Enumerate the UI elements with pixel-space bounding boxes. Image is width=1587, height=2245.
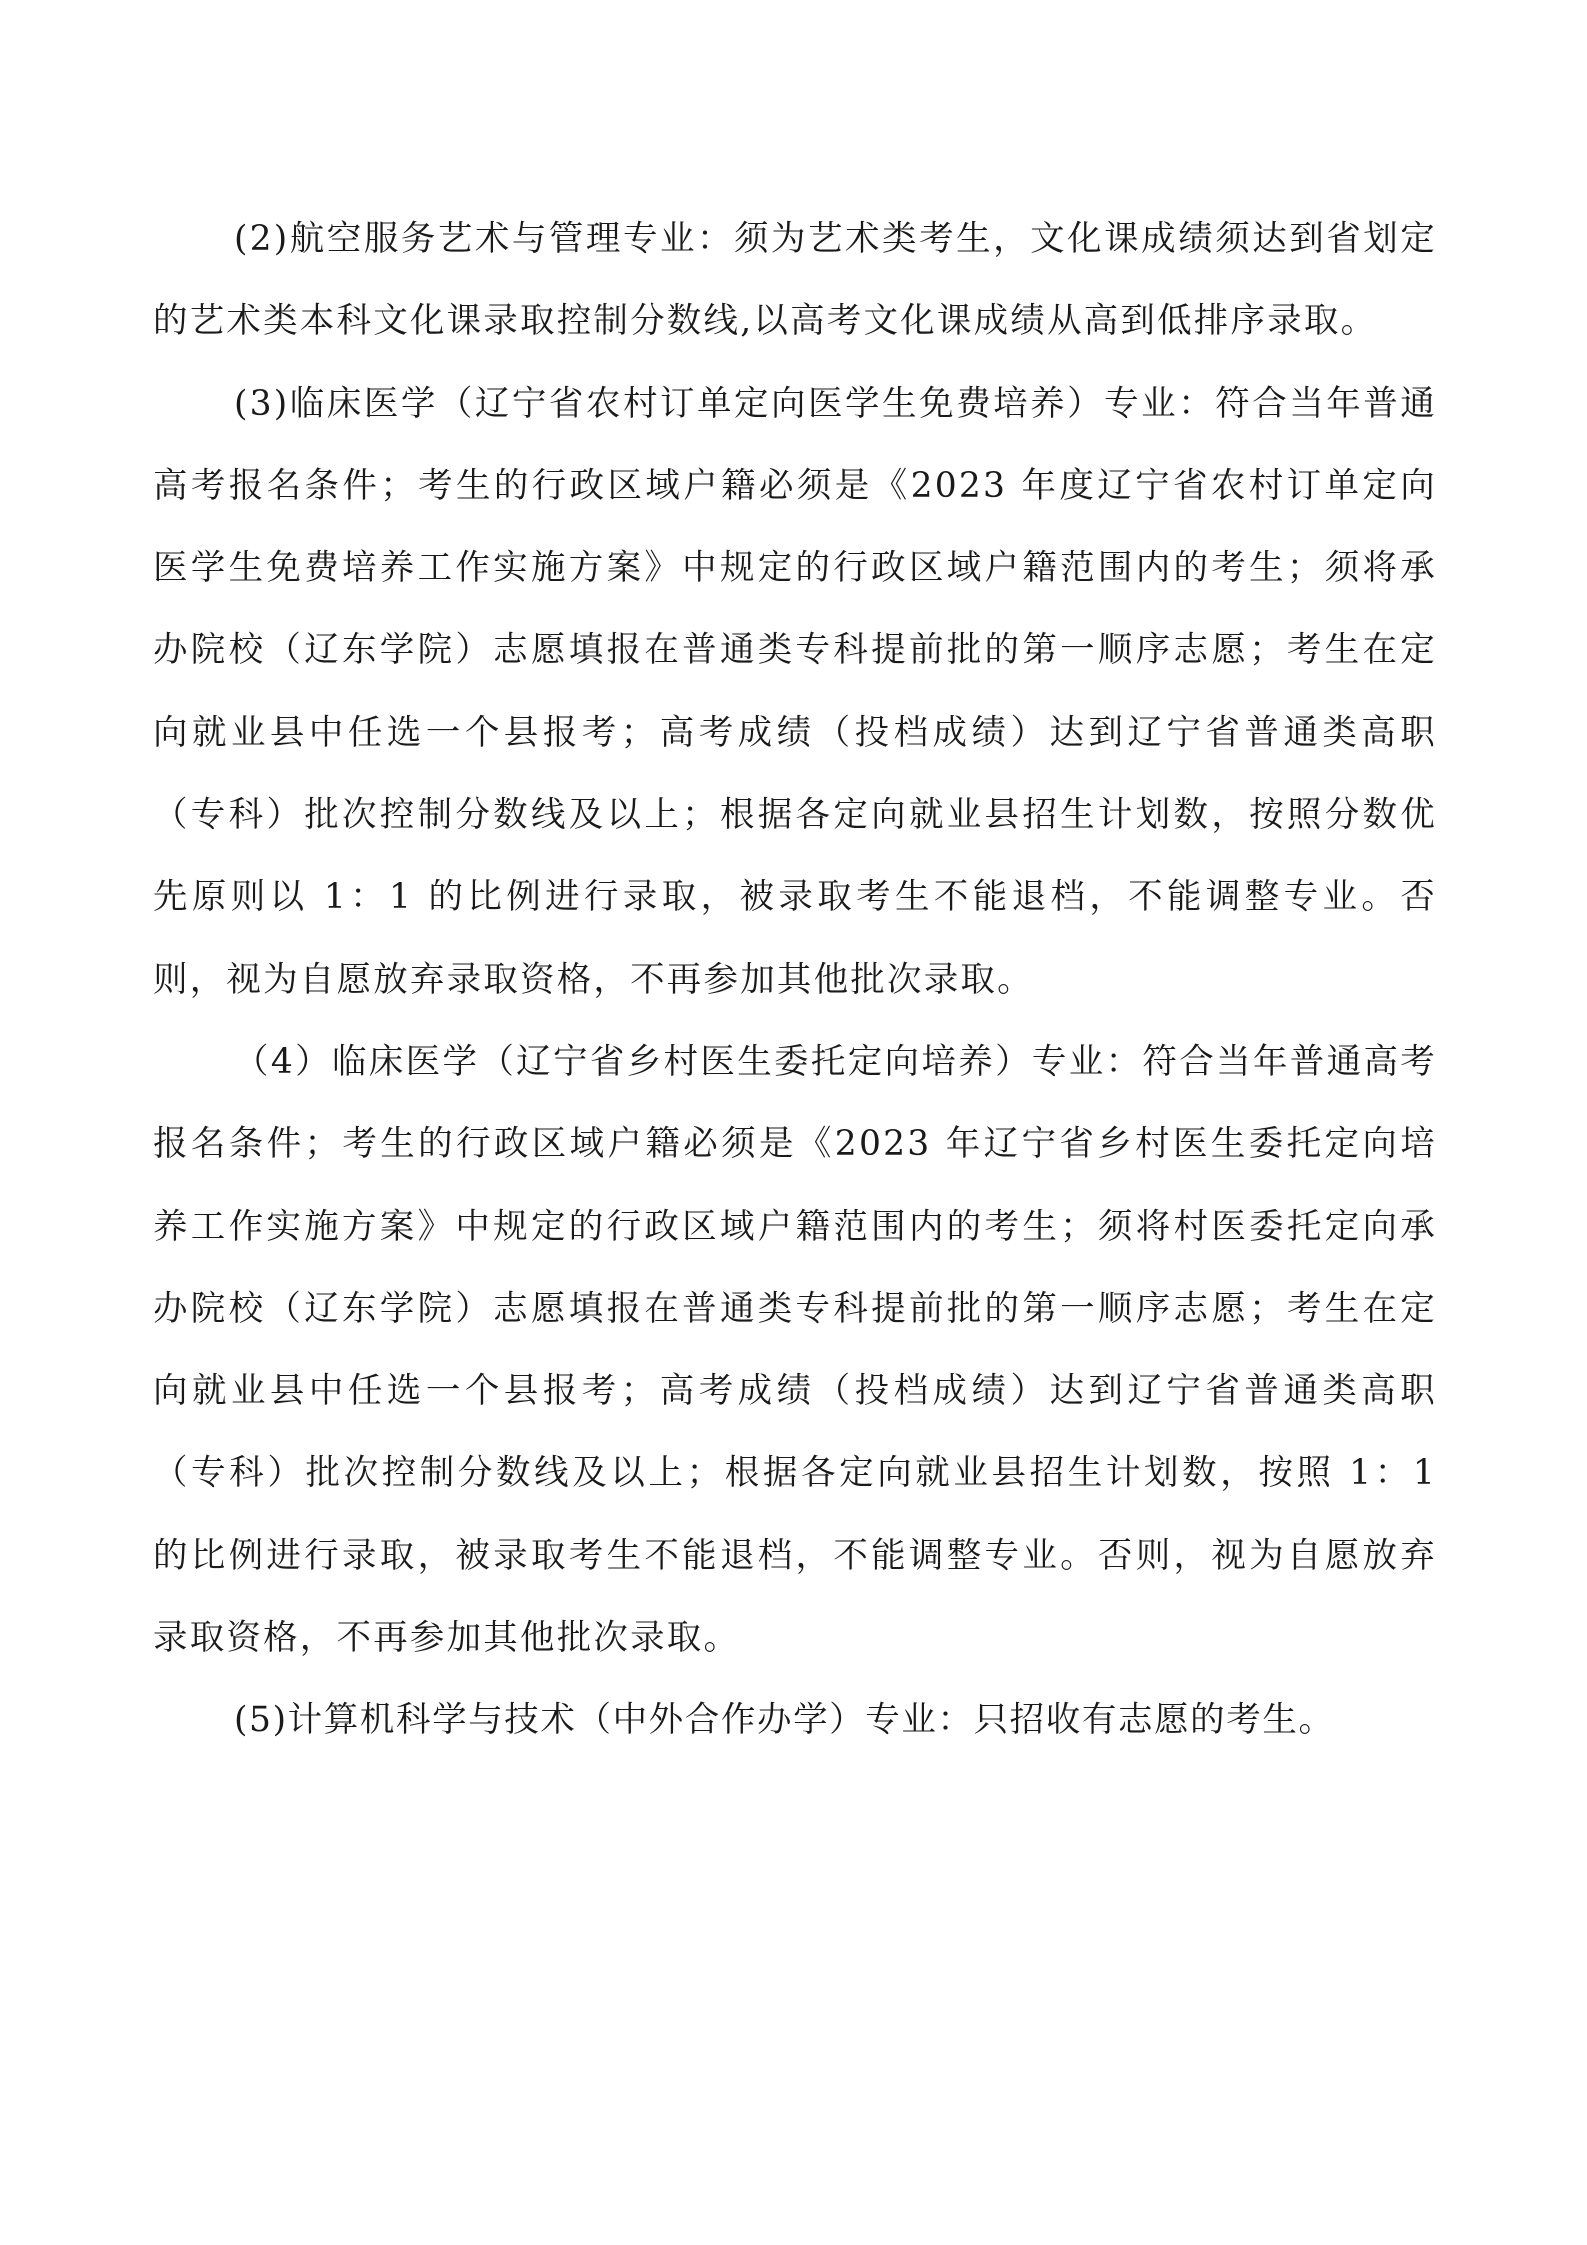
paragraph-computer-science-cooperative: (5)计算机科学与技术（中外合作办学）专业：只招收有志愿的考生。	[234, 1700, 1335, 1741]
document-body	[153, 198, 1437, 1762]
paragraph-aviation-service-major: (2)航空服务艺术与管理专业：须为艺术类考生，文化课成绩须达到省划定的艺术类本科文化课录取控制分数线,以高考文化课成绩从高到低排序录取。	[153, 219, 1437, 342]
paragraph-clinical-medicine-rural-order: (3)临床医学（辽宁省农村订单定向医学生免费培养）专业：符合当年普通高考报名条件；考生的行政区域户籍必须是《2023 年度辽宁省农村订单定向医学生免费培养工作实施方案》中规定的行政区域户籍范围内的考生；须将承办院校（辽东学院）志愿填报在普通类专科提前批的第一顺序志愿；考生在定向就业县中任选一个县报考；高考成绩（投档成绩）达到辽宁省普通类高职（专科）批次控制分数线及以上；根据各定向就业县招生计划数，按照分数优先原则以 1：1 的比例进行录取，被录取考生不能退档，不能调整专业。否则，视为自愿放弃录取资格，不再参加其他批次录取。	[153, 383, 1437, 1000]
paragraph-clinical-medicine-village-doctor: （4）临床医学（辽宁省乡村医生委托定向培养）专业：符合当年普通高考报名条件；考生的行政区域户籍必须是《2023 年辽宁省乡村医生委托定向培养工作实施方案》中规定的行政区域户籍范围内的考生；须将村医委托定向承办院校（辽东学院）志愿填报在普通类专科提前批的第一顺序志愿；考生在定向就业县中任选一个县报考；高考成绩（投档成绩）达到辽宁省普通类高职（专科）批次控制分数线及以上；根据各定向就业县招生计划数，按照 1：1 的比例进行录取，被录取考生不能退档，不能调整专业。否则，视为自愿放弃录取资格，不再参加其他批次录取。	[153, 1041, 1437, 1659]
